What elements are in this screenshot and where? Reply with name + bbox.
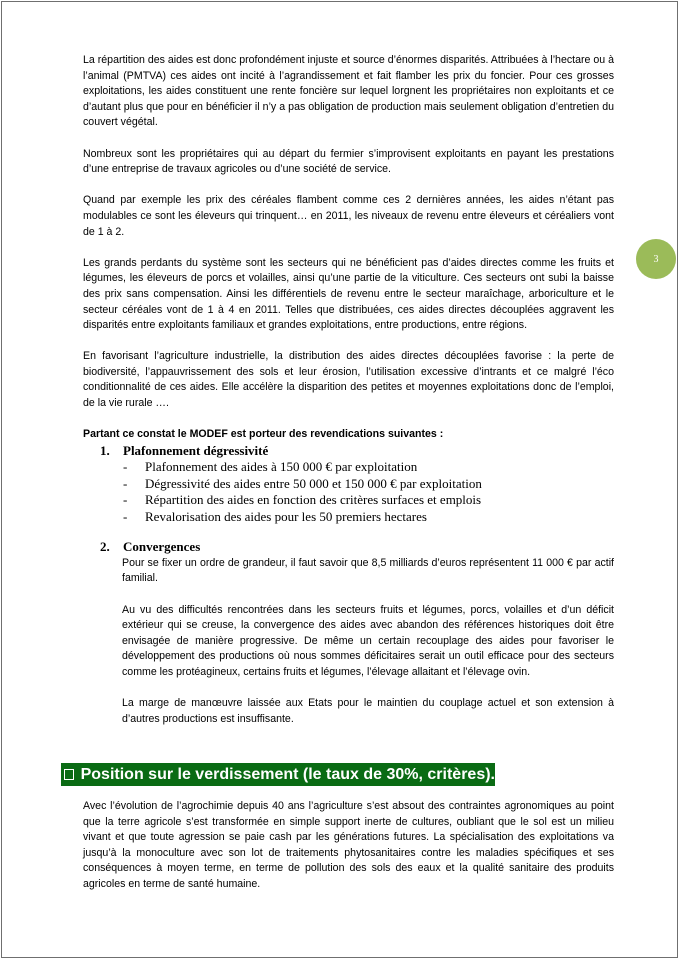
list-item-text: Revalorisation des aides pour les 50 premiers hectares — [145, 508, 427, 524]
claim-1-title: Plafonnement dégressivité — [123, 442, 269, 458]
dash-bullet-icon: - — [123, 459, 128, 475]
list-item — [123, 459, 614, 476]
claim-2-body — [122, 556, 614, 728]
list-item — [123, 476, 614, 493]
claim-2 — [83, 539, 614, 556]
dash-bullet-icon: - — [123, 475, 128, 491]
claim-2-paragraph-margin: La marge de manœuvre laissée aux Etats pour le maintien du couplage actuel et son extension à d’autres productions est insuffisante. — [122, 697, 614, 725]
claim-2-heading — [100, 539, 614, 556]
greening-section-body — [83, 799, 614, 893]
list-item-text: Répartition des aides en fonction des critères surfaces et emplois — [145, 492, 482, 508]
claim-2-number: 2. — [100, 539, 110, 555]
dash-bullet-icon: - — [123, 508, 128, 524]
claim-2-paragraph-order: Pour se fixer un ordre de grandeur, il faut savoir que 8,5 milliards d’euros représentent 11 000 € par actif familial. — [122, 556, 614, 585]
list-item — [123, 492, 614, 509]
section-heading-greening — [61, 763, 495, 786]
paragraph-cereal-prices: Quand par exemple les prix des céréales flambent comme ces 2 dernières années, les aides n’étant pas modulables ce sont les éleveurs qui trinquent… en 2011, les niveaux de revenu entre éleveurs et céréaliers vont de 1 à 2. — [83, 194, 614, 238]
claims-intro: Partant ce constat le MODEF est porteur des revendications suivantes : — [83, 428, 444, 441]
claim-2-paragraph-convergence: Au vu des difficultés rencontrées dans les secteurs fruits et légumes, porcs, volailles et d’un déficit extérieur qui se creuse, la convergence des aides avec abandon des références historiques doit être envisagée de manière progressive. De même un certain recouplage des aides pour favoriser le développement des productions où nous sommes déficitaires serait un outil efficace pour des secteurs comme les protéagineux, certains fruits et légumes, l’élevage allaitant et l’élevage ovin. — [122, 603, 614, 678]
claim-1-heading — [100, 443, 614, 460]
paragraph-owners: Nombreux sont les propriétaires qui au départ du fermier s’improvisent exploitants en payant les prestations d’une entreprise de travaux agricoles ou d’une société de service. — [83, 147, 614, 176]
list-item-text: Dégressivité des aides entre 50 000 et 150 000 € par exploitation — [145, 475, 482, 491]
paragraph-losers: Les grands perdants du système sont les secteurs qui ne bénéficient pas d’aides directes comme les fruits et légumes, les éleveurs de porcs et volailles, ainsi qu’une partie de la viticulture. Ces secteurs ont subi la baisse des prix sans compensation. Ainsi les différentiels de revenu entre le secteur maraîchage, arboriculture et le secteur céréales vont de 1 à 4 en 2011. Telles que distribuées, ces aides directes découplées aggravent les disparités entre exploitants familiaux et grandes exploitations, entre productions, entre régions. — [83, 256, 614, 332]
claim-2-title: Convergences — [123, 539, 201, 555]
list-item — [123, 509, 614, 526]
dash-bullet-icon: - — [123, 492, 128, 508]
page-number-badge: 3 — [636, 239, 676, 279]
claim-1-number: 1. — [100, 442, 110, 458]
paragraph-aid-distribution: La répartition des aides est donc profondément injuste et source d’énormes disparités. Attribuées à l’hectare ou à l’animal (PMTVA) ces aides ont incité à l’agrandissement et fait flamber les prix du foncier. Pour ces grosses exploitations, les aides constituent une rente foncière sur lequel lorgnent les propriétaires non exploitants et ce d’autant plus que pour en bénéficier il n’y a pas obligation de production mais seulement obligation d’entretien du couvert végétal. — [83, 54, 614, 129]
document-body — [83, 53, 614, 727]
checkbox-icon — [64, 769, 74, 780]
section-heading-text: Position sur le verdissement (le taux de 30%, critères). — [80, 765, 495, 783]
claim-1-bullets — [83, 459, 614, 525]
claim-1 — [83, 443, 614, 526]
list-item-text: Plafonnement des aides à 150 000 € par exploitation — [145, 459, 418, 475]
paragraph-industrial-agriculture: En favorisant l’agriculture industrielle, la distribution des aides directes découplées favorise : la perte de biodiversité, l’appauvrissement des sols et leur érosion, l’utilisation excessive d’intrants et ce malgré l’éco conditionnalité de ces aides. Elle accélère la disparition des petites et moyennes exploitations donc de l’emploi, de la vie rurale …. — [83, 350, 614, 410]
paragraph-agrochemistry: Avec l’évolution de l’agrochimie depuis 40 ans l’agriculture s’est absout des contraintes agronomiques au point que la terre agricole s’est transformée en simple support inerte de cultures, oubliant que le sol est un milieu vivant et que toute agression se paie cash par les générations futures. La spécialisation des exploitations va jusqu’à la monoculture avec son lot de traitements phytosanitaires contre les maladies spécifiques et ses conséquences à moyen terme, en terme de pollution des sols des eaux et la qualité sanitaire des produits agricoles en terme de santé humaine. — [83, 800, 614, 890]
